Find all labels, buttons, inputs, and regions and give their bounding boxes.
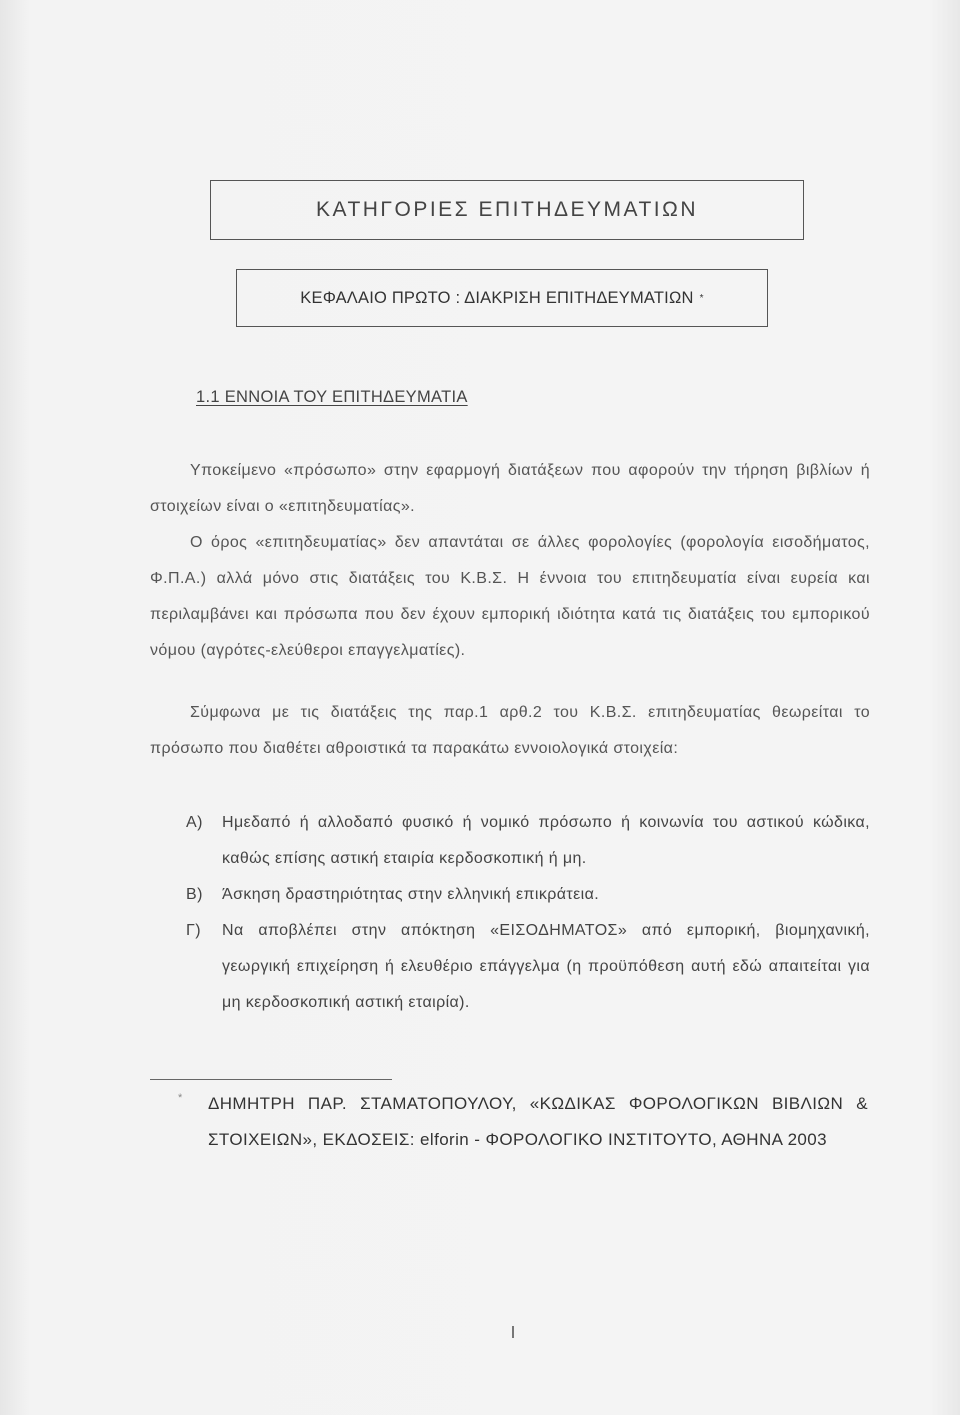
- list-item: [186, 877, 870, 913]
- list-item: [186, 805, 870, 877]
- criteria-list: [186, 805, 870, 1021]
- document-title-box: [210, 180, 804, 240]
- document-title: ΚΑΤΗΓΟΡΙΕΣ ΕΠΙΤΗΔΕΥΜΑΤΙΩΝ: [315, 198, 699, 221]
- footnote-divider: [150, 1079, 392, 1080]
- footnote-mark: *: [178, 1092, 183, 1104]
- chapter-title: ΚΕΦΑΛΑΙΟ ΠΡΩΤΟ : ΔΙΑΚΡΙΣΗ ΕΠΙΤΗΔΕΥΜΑΤΙΩΝ: [300, 288, 694, 307]
- list-marker: Β): [186, 886, 203, 903]
- list-item-text: Άσκηση δραστηριότητας στην ελληνική επικράτεια.: [222, 886, 600, 903]
- footnote-text: ΔΗΜΗΤΡΗ ΠΑΡ. ΣΤΑΜΑΤΟΠΟΥΛΟΥ, «ΚΩΔΙΚΑΣ ΦΟΡΟΛΟΓΙΚΩΝ ΒΙΒΛΙΩΝ & ΣΤΟΙΧΕΙΩΝ», ΕΚΔΟΣΕΙΣ: elforin - ΦΟΡΟΛΟΓΙΚΟ ΙΝΣΤΙΤΟΥΤΟ, ΑΘΗΝΑ 2003: [208, 1094, 868, 1149]
- paragraph-1: Υποκείμενο «πρόσωπο» στην εφαρμογή διατάξεων που αφορούν την τήρηση βιβλίων ή στοιχείων είναι ο «επιτηδευματίας».: [150, 462, 870, 515]
- paragraph-3: Σύμφωνα με τις διατάξεις της παρ.1 αρθ.2 του Κ.Β.Σ. επιτηδευματίας θεωρείται το πρόσωπο που διαθέτει αθροιστικά τα παρακάτω εννοιολογικά στοιχεία:: [150, 704, 870, 757]
- list-marker: Α): [186, 814, 203, 831]
- list-item-text: Να αποβλέπει στην απόκτηση «ΕΙΣΟΔΗΜΑΤΟΣ» από εμπορική, βιομηχανική, γεωργική επιχείρηση ή ελευθέριο επάγγελμα (η προϋπόθεση αυτή εδώ απαιτείται για μη κερδοσκοπική αστική εταιρία).: [222, 922, 870, 1011]
- scan-artifact: [512, 1326, 514, 1338]
- list-item-text: Ημεδαπό ή αλλοδαπό φυσικό ή νομικό πρόσωπο ή κοινωνία του αστικού κώδικα, καθώς επίσης αστική εταιρία κερδοσκοπική ή μη.: [222, 814, 870, 867]
- chapter-title-box: [236, 269, 768, 327]
- list-marker: Γ): [186, 922, 201, 939]
- paragraph-2: Ο όρος «επιτηδευματίας» δεν απαντάται σε άλλες φορολογίες (φορολογία εισοδήματος, Φ.Π.Α.) αλλά μόνο στις διατάξεις του Κ.Β.Σ. Η έννοια του επιτηδευματία είναι ευρεία και περιλαμβάνει και πρόσωπα που δεν έχουν εμπορική ιδιότητα κατά τις διατάξεις του εμπορικού νόμου (αγρότες-ελεύθεροι επαγγελματίες).: [150, 534, 870, 659]
- section-heading: 1.1 ΕΝΝΟΙΑ ΤΟΥ ΕΠΙΤΗΔΕΥΜΑΤΙΑ: [196, 388, 468, 406]
- list-item: [186, 913, 870, 1021]
- chapter-footnote-ref: *: [699, 292, 704, 304]
